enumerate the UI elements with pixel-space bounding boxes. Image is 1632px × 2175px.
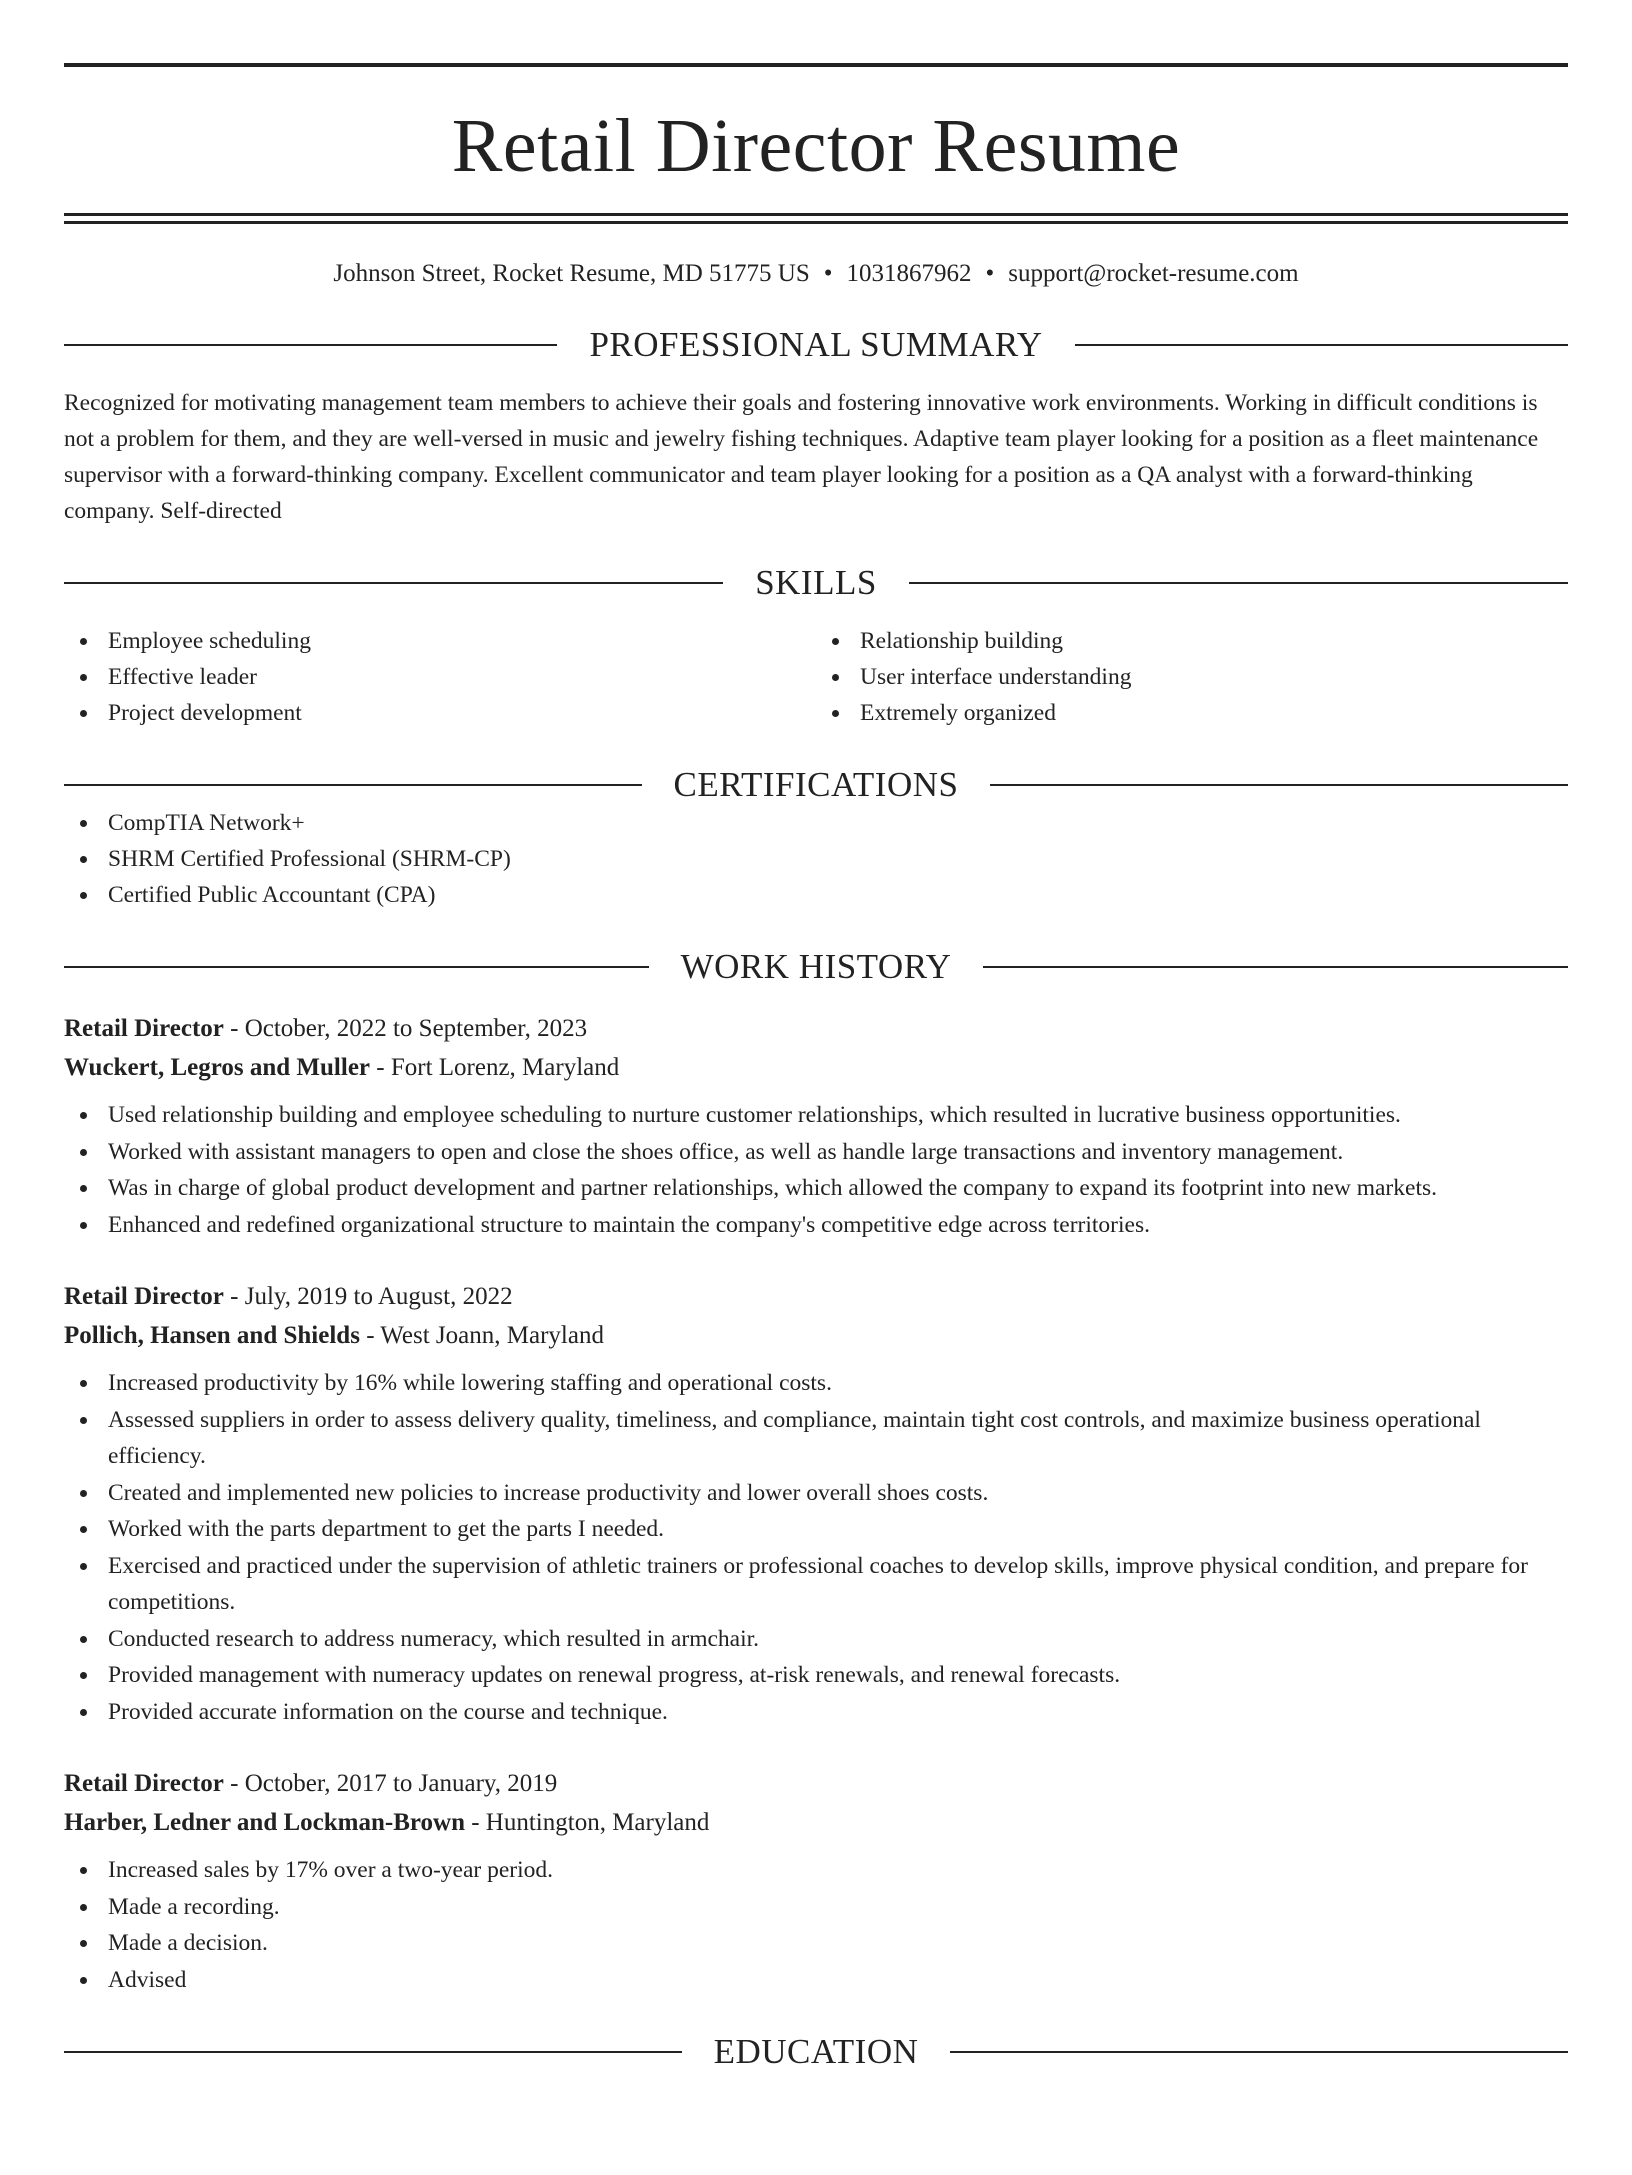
job-company-line bbox=[64, 1316, 1568, 1355]
summary-text: Recognized for motivating management team members to achieve their goals and fostering innovative work environments. Working in difficult conditions is not a problem for them, and they are well-versed in music and jewelry fishing techniques. Adaptive team player looking for a position as a fleet maintenance supervisor with a forward-thinking company. Excellent communicator and team player looking for a position as a QA analyst with a forward-thinking company. Self-directed bbox=[64, 390, 1539, 524]
job-entry bbox=[64, 1277, 1568, 1730]
job-bullets bbox=[64, 1097, 1568, 1243]
heading-rule-left bbox=[64, 784, 642, 786]
skills-grid bbox=[64, 623, 1568, 731]
section-heading-skills bbox=[64, 563, 1568, 603]
job-bullet: Assessed suppliers in order to assess delivery quality, timeliness, and compliance, maintain tight cost controls, and maximize business operational efficiency. bbox=[64, 1402, 1568, 1475]
section-title-skills: SKILLS bbox=[755, 563, 877, 602]
certification-item: Certified Public Accountant (CPA) bbox=[64, 877, 1568, 913]
job-bullets bbox=[64, 1852, 1568, 1998]
skill-item: Effective leader bbox=[64, 659, 816, 695]
job-company: Harber, Ledner and Lockman-Brown bbox=[64, 1809, 465, 1836]
job-bullet: Worked with assistant managers to open and close the shoes office, as well as handle large transactions and inventory management. bbox=[64, 1134, 1568, 1171]
contact-separator: • bbox=[823, 260, 833, 287]
heading-rule-left bbox=[64, 582, 723, 584]
contact-email: support@rocket-resume.com bbox=[1008, 260, 1299, 287]
job-bullet: Made a recording. bbox=[64, 1889, 1568, 1926]
section-title-work-history: WORK HISTORY bbox=[680, 947, 952, 986]
section-title-education: EDUCATION bbox=[713, 2032, 919, 2071]
job-title: Retail Director bbox=[64, 1283, 224, 1310]
job-bullet: Conducted research to address numeracy, which resulted in armchair. bbox=[64, 1621, 1568, 1658]
skill-item: Project development bbox=[64, 695, 816, 731]
job-bullet: Enhanced and redefined organizational structure to maintain the company's competitive edge across territories. bbox=[64, 1207, 1568, 1244]
job-bullet: Used relationship building and employee scheduling to nurture customer relationships, which resulted in lucrative business opportunities. bbox=[64, 1097, 1568, 1134]
contact-phone: 1031867962 bbox=[846, 260, 972, 287]
heading-rule-left bbox=[64, 344, 557, 346]
contact-line bbox=[64, 257, 1568, 291]
job-bullet: Created and implemented new policies to increase productivity and lower overall shoes costs. bbox=[64, 1475, 1568, 1512]
title-double-rule bbox=[64, 213, 1568, 224]
section-heading-education bbox=[64, 2032, 1568, 2072]
job-bullet: Exercised and practiced under the supervision of athletic trainers or professional coaches to develop skills, improve physical condition, and prepare for competitions. bbox=[64, 1548, 1568, 1621]
section-heading-work-history bbox=[64, 947, 1568, 987]
heading-rule-right bbox=[1075, 344, 1568, 346]
job-bullet: Advised bbox=[64, 1962, 1568, 1999]
top-rule bbox=[64, 63, 1568, 67]
resume-page bbox=[0, 63, 1632, 2175]
certification-item: SHRM Certified Professional (SHRM-CP) bbox=[64, 841, 1568, 877]
job-company: Wuckert, Legros and Muller bbox=[64, 1054, 371, 1081]
skill-item: Relationship building bbox=[816, 623, 1568, 659]
job-entry bbox=[64, 1764, 1568, 1998]
job-company: Pollich, Hansen and Shields bbox=[64, 1322, 360, 1349]
job-bullet: Provided accurate information on the course and technique. bbox=[64, 1694, 1568, 1731]
job-bullets bbox=[64, 1365, 1568, 1730]
skills-list-right bbox=[816, 623, 1568, 731]
job-bullet: Provided management with numeracy updates on renewal progress, at-risk renewals, and renewal forecasts. bbox=[64, 1657, 1568, 1694]
certifications-list bbox=[64, 805, 1568, 913]
heading-rule-left bbox=[64, 2051, 682, 2053]
resume-title: Retail Director Resume bbox=[451, 104, 1181, 188]
skills-list-left bbox=[64, 623, 816, 731]
contact-address: Johnson Street, Rocket Resume, MD 51775 US bbox=[333, 260, 810, 287]
heading-rule-right bbox=[950, 2051, 1568, 2053]
heading-rule-right bbox=[983, 966, 1568, 968]
certification-item: CompTIA Network+ bbox=[64, 805, 1568, 841]
job-title-line bbox=[64, 1009, 1568, 1048]
job-bullet: Worked with the parts department to get the parts I needed. bbox=[64, 1511, 1568, 1548]
heading-rule-right bbox=[990, 784, 1568, 786]
job-location: - Huntington, Maryland bbox=[464, 1809, 710, 1836]
skill-item: Employee scheduling bbox=[64, 623, 816, 659]
job-title-line bbox=[64, 1764, 1568, 1803]
skill-item: User interface understanding bbox=[816, 659, 1568, 695]
job-bullet: Made a decision. bbox=[64, 1925, 1568, 1962]
job-entry bbox=[64, 1009, 1568, 1243]
contact-separator: • bbox=[985, 260, 995, 287]
job-bullet: Increased productivity by 16% while lowering staffing and operational costs. bbox=[64, 1365, 1568, 1402]
skill-item: Extremely organized bbox=[816, 695, 1568, 731]
section-title-summary: PROFESSIONAL SUMMARY bbox=[589, 325, 1043, 364]
heading-rule-left bbox=[64, 966, 649, 968]
job-title-line bbox=[64, 1277, 1568, 1316]
job-bullet: Increased sales by 17% over a two-year period. bbox=[64, 1852, 1568, 1889]
job-company-line bbox=[64, 1048, 1568, 1087]
job-dates: - October, 2022 to September, 2023 bbox=[223, 1015, 588, 1042]
job-dates: - October, 2017 to January, 2019 bbox=[223, 1770, 558, 1797]
section-title-certifications: CERTIFICATIONS bbox=[673, 765, 959, 804]
heading-rule-right bbox=[909, 582, 1568, 584]
section-heading-summary bbox=[64, 325, 1568, 365]
job-title: Retail Director bbox=[64, 1015, 224, 1042]
job-dates: - July, 2019 to August, 2022 bbox=[223, 1283, 513, 1310]
job-title: Retail Director bbox=[64, 1770, 224, 1797]
job-location: - Fort Lorenz, Maryland bbox=[370, 1054, 620, 1081]
job-company-line bbox=[64, 1803, 1568, 1842]
job-bullet: Was in charge of global product development and partner relationships, which allowed the company to expand its footprint into new markets. bbox=[64, 1170, 1568, 1207]
job-location: - West Joann, Maryland bbox=[359, 1322, 604, 1349]
section-heading-certifications bbox=[64, 765, 1568, 805]
